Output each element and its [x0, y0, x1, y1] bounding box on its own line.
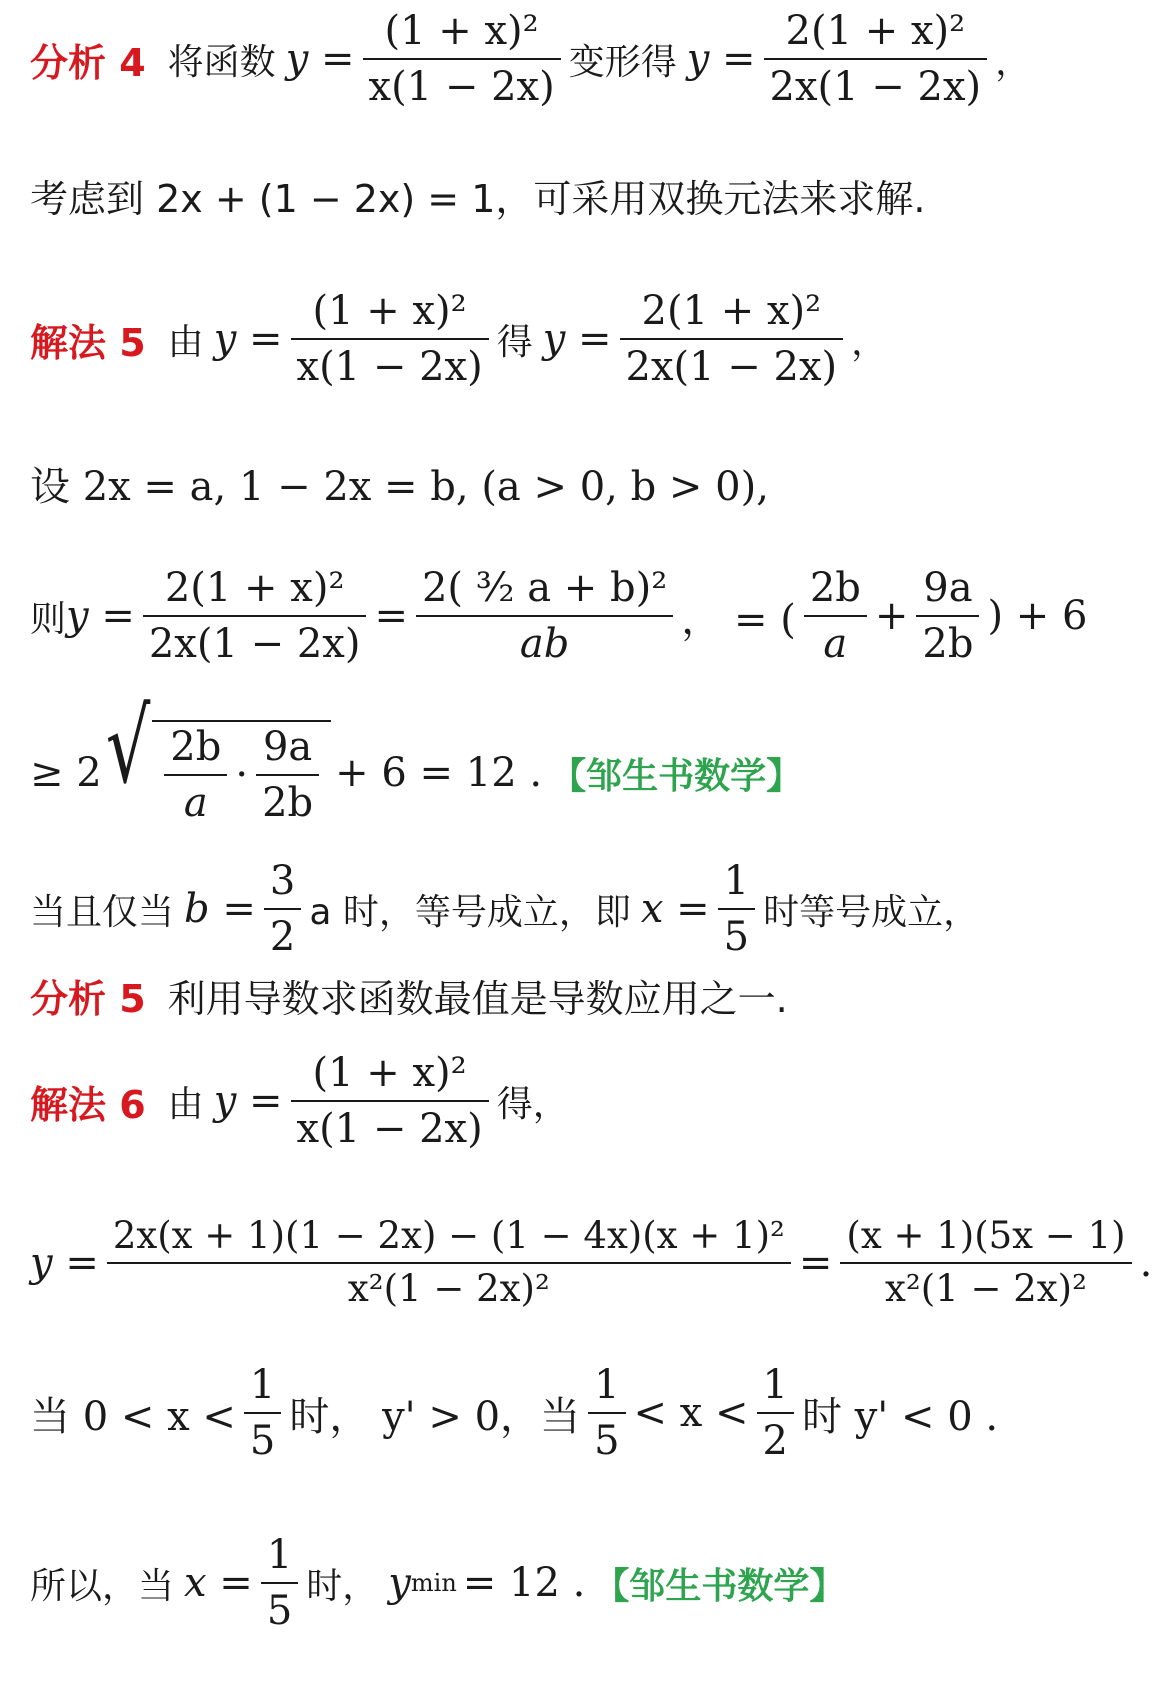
analysis4-y: y = — [285, 36, 355, 82]
frac-numerator: 2b — [170, 724, 222, 770]
solution6-label: 解法 6 — [30, 1082, 146, 1127]
frac-denominator: ab — [519, 621, 570, 667]
frac-numerator: (1 + x)² — [384, 8, 539, 54]
then-eq2: ， = ( — [681, 596, 796, 643]
frac-numerator: 2(1 + x)² — [164, 565, 345, 611]
deriv-dot: . — [1139, 1239, 1152, 1286]
frac-numerator: 1 — [249, 1362, 276, 1408]
frac-numerator: (x + 1)(5x − 1) — [846, 1214, 1126, 1257]
solution6-mono-line — [30, 1362, 1060, 1464]
frac-denominator: 2x(1 − 2x) — [148, 621, 361, 667]
frac-denominator: 5 — [723, 914, 750, 960]
solution6-text-a: 由 — [167, 1083, 204, 1125]
frac-numerator: 2x(x + 1)(1 − 2x) − (1 − 4x)(x + 1)² — [112, 1214, 785, 1257]
mono-d: 时 y' < 0 . — [802, 1393, 999, 1440]
solution5-ineq-line — [30, 687, 1060, 826]
mono-a: 当 0 < x < — [30, 1393, 236, 1440]
brand-tag: 【邹生书数学】 — [550, 755, 803, 797]
cond-a: 当且仅当 — [30, 891, 175, 933]
frac-denominator: a — [823, 621, 848, 667]
solution5-frac1 — [291, 288, 489, 390]
analysis4-text-line2: 考虑到 2x + (1 − 2x) = 1，可采用双换元法来求解. — [30, 177, 926, 221]
solution5-then-line — [30, 565, 1088, 667]
analysis4-y2: y = — [686, 36, 756, 82]
solution6-line — [30, 1050, 1060, 1152]
analysis4-frac2 — [764, 8, 988, 110]
cond-b: b = — [184, 886, 256, 932]
final-subscript: min — [410, 1569, 457, 1597]
frac-numerator: 9a — [262, 724, 313, 770]
final-d: y — [388, 1560, 411, 1606]
solution5-line — [30, 288, 1060, 390]
solution6-text-b: 得， — [496, 1083, 569, 1125]
frac-numerator: 2(1 + x)² — [641, 288, 822, 334]
cond-d: x = — [640, 886, 710, 932]
frac-numerator: 2(1 + x)² — [785, 8, 966, 54]
frac-denominator: 2b — [262, 780, 314, 826]
analysis4-text-a: 将函数 — [167, 41, 276, 83]
mono-c: < x < — [633, 1390, 749, 1436]
solution5-comma: ， — [851, 321, 888, 363]
frac-denominator: 2b — [922, 621, 974, 667]
solution6-final-line — [30, 1532, 1060, 1634]
cond-frac1 — [264, 858, 301, 960]
mono-b: 时， y' > 0，当 — [289, 1393, 581, 1440]
solution5-cond-line — [30, 858, 1060, 960]
mono-frac2 — [588, 1362, 625, 1464]
frac-numerator: 2b — [809, 565, 861, 611]
solution5-y: y = — [213, 316, 283, 362]
then-frac1 — [143, 565, 367, 667]
ineq-dot: · — [235, 752, 249, 798]
frac-denominator: 5 — [266, 1588, 293, 1634]
frac-denominator: x²(1 − 2x)² — [885, 1266, 1087, 1310]
final-e: = 12 . — [462, 1560, 586, 1606]
then-frac4 — [916, 565, 979, 667]
brand-tag-2: 【邹生书数学】 — [593, 1565, 846, 1607]
frac-numerator: 1 — [723, 858, 750, 904]
analysis5-line — [30, 968, 1060, 1023]
ineq-tail: + 6 = 12 . — [335, 750, 543, 796]
then-eq1: = — [374, 593, 408, 639]
sqrt-expression — [105, 687, 331, 826]
cond-e: 时等号成立， — [763, 891, 980, 933]
frac-denominator: x(1 − 2x) — [296, 1106, 483, 1152]
analysis4-comma: ， — [995, 41, 1032, 83]
analysis5-label: 分析 5 — [30, 977, 146, 1021]
frac-numerator: 1 — [266, 1532, 293, 1578]
then-text: 则 — [30, 598, 67, 640]
cond-c: a 时，等号成立，即 — [309, 891, 631, 933]
analysis4-line — [30, 8, 1060, 110]
solution6-frac1 — [291, 1050, 489, 1152]
then-frac3 — [804, 565, 867, 667]
solution5-substitution: 设 2x = a, 1 − 2x = b, (a > 0, b > 0), — [30, 464, 769, 510]
final-b: x = — [184, 1560, 253, 1606]
ineq-frac1 — [164, 724, 227, 826]
ineq-frac2 — [256, 724, 319, 826]
ineq-lead: ≥ 2 — [30, 750, 102, 796]
deriv-lead: y = — [30, 1239, 99, 1286]
solution5-text-a: 由 — [167, 321, 204, 363]
frac-denominator: 2 — [762, 1418, 788, 1464]
deriv-frac2 — [840, 1215, 1131, 1310]
frac-denominator: x(1 − 2x) — [368, 64, 555, 110]
solution6-y: y = — [213, 1078, 283, 1124]
final-frac — [261, 1532, 298, 1634]
frac-numerator: 2( ³⁄₂ a + b)² — [421, 565, 668, 611]
analysis4-label: 分析 4 — [30, 40, 146, 85]
frac-numerator: 1 — [762, 1362, 788, 1408]
frac-denominator: a — [183, 780, 208, 826]
sqrt-icon: √ — [105, 687, 151, 807]
mono-frac3 — [757, 1362, 794, 1464]
solution5-sub-line — [30, 455, 1060, 512]
frac-numerator: 9a — [923, 565, 973, 611]
analysis4-text-b: 变形得 — [568, 41, 677, 83]
frac-numerator: 1 — [594, 1362, 620, 1408]
frac-denominator: 2 — [269, 914, 296, 960]
mono-frac1 — [244, 1362, 281, 1464]
frac-denominator: 2x(1 − 2x) — [769, 64, 982, 110]
frac-denominator: 5 — [249, 1418, 276, 1464]
solution5-y2: y = — [542, 316, 612, 362]
analysis4-frac1 — [363, 8, 561, 110]
frac-denominator: x²(1 − 2x)² — [347, 1266, 550, 1310]
solution6-deriv-line — [30, 1214, 1152, 1310]
final-a: 所以，当 — [30, 1565, 175, 1607]
cond-frac2 — [718, 858, 755, 960]
deriv-eq: = — [798, 1239, 833, 1286]
deriv-frac1 — [107, 1215, 791, 1310]
frac-denominator: x(1 − 2x) — [296, 344, 483, 390]
solution5-label: 解法 5 — [30, 320, 146, 365]
analysis4-line2 — [30, 168, 1060, 223]
frac-numerator: 3 — [269, 858, 296, 904]
frac-numerator: (1 + x)² — [312, 1050, 467, 1096]
then-frac2 — [416, 565, 673, 667]
frac-denominator: 5 — [594, 1418, 620, 1464]
frac-numerator: (1 + x)² — [312, 288, 467, 334]
solution5-frac2 — [620, 288, 844, 390]
solution5-text-b: 得 — [496, 321, 533, 363]
then-plus: + — [874, 593, 909, 639]
final-c: 时， — [306, 1565, 379, 1607]
analysis5-text: 利用导数求函数最值是导数应用之一. — [167, 977, 788, 1021]
then-y: y = — [66, 593, 135, 639]
then-tail: ) + 6 — [987, 593, 1088, 639]
frac-denominator: 2x(1 − 2x) — [625, 344, 838, 390]
